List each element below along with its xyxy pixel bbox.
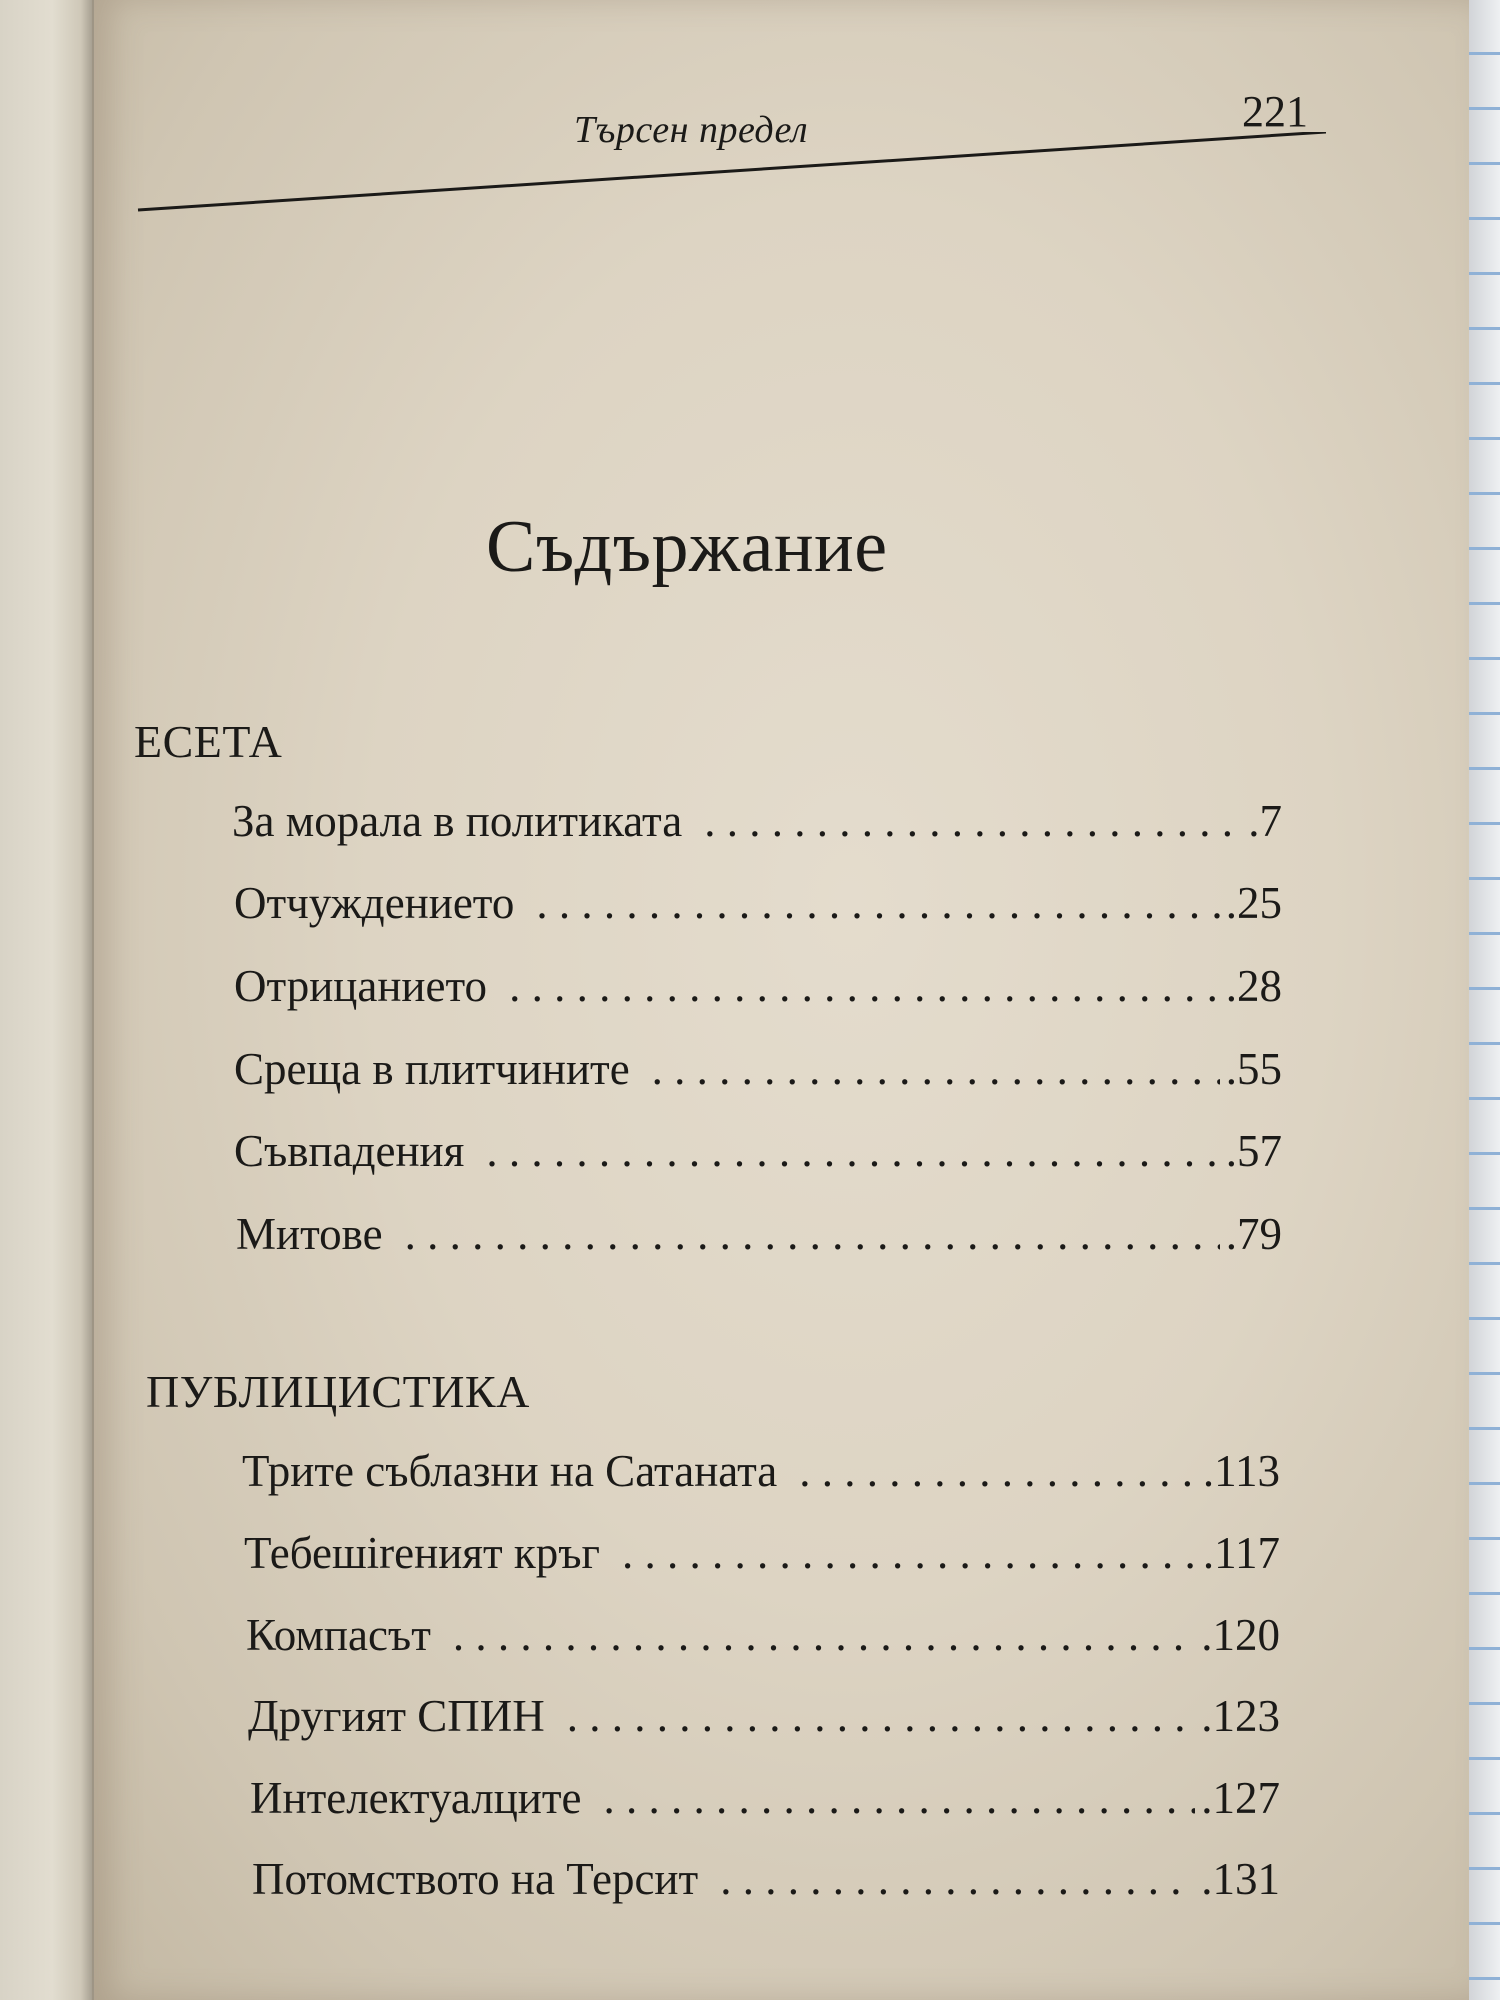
toc-entry[interactable] [248, 1690, 1280, 1750]
entry-title: Среща в плитчините [234, 1044, 630, 1094]
entry-page: .28 [1225, 961, 1282, 1011]
dot-leader [799, 1445, 1197, 1497]
header-rule [136, 132, 1326, 212]
toc-entry[interactable] [232, 795, 1282, 855]
section-heading-publicistics: ПУБЛИЦИСТИКА [146, 1366, 530, 1417]
dot-leader [622, 1527, 1197, 1579]
entry-page: .25 [1225, 878, 1282, 928]
section-heading-esseys: ЕСЕТА [134, 716, 283, 767]
entry-page: .57 [1225, 1126, 1282, 1176]
toc-entry[interactable] [234, 1043, 1282, 1103]
toc-entry[interactable] [234, 877, 1282, 937]
entry-title: За морала в политиката [232, 796, 683, 846]
dot-leader [509, 960, 1220, 1012]
entry-title: Компасът [246, 1610, 431, 1660]
entry-title: Съвпадения [234, 1126, 465, 1176]
dot-leader [720, 1853, 1195, 1905]
toc-entry[interactable] [244, 1527, 1280, 1587]
toc-entry[interactable] [252, 1853, 1280, 1913]
entry-page: .79 [1225, 1209, 1282, 1259]
entry-page: .127 [1201, 1773, 1280, 1823]
entry-page: .117 [1202, 1528, 1280, 1578]
dot-leader [567, 1690, 1195, 1742]
toc-entry[interactable] [242, 1445, 1280, 1505]
entry-title: Потомството на Терсит [252, 1854, 699, 1904]
toc-entry[interactable] [236, 1208, 1282, 1268]
dot-leader [704, 795, 1242, 847]
entry-title: Отрицанието [234, 961, 488, 1011]
entry-title: Интелектуалците [250, 1773, 582, 1823]
entry-title: Трите съблазни на Сатаната [242, 1446, 778, 1496]
entry-page: .131 [1201, 1854, 1280, 1904]
entry-title: Другият СПИН [248, 1691, 545, 1741]
dot-leader [536, 877, 1219, 929]
toc-title: Съдържание [486, 506, 888, 588]
book-page [92, 0, 1469, 2000]
entry-title: Отчуждението [234, 878, 515, 928]
page-number: 221 [1242, 87, 1308, 136]
entry-page: .120 [1201, 1610, 1280, 1660]
dot-leader [453, 1609, 1195, 1661]
entry-title: Тебешireният кръг [244, 1528, 601, 1578]
toc-entry[interactable] [234, 960, 1282, 1020]
toc-entry[interactable] [234, 1125, 1282, 1185]
dot-leader [486, 1125, 1219, 1177]
dot-leader [652, 1043, 1220, 1095]
toc-entry[interactable] [250, 1772, 1280, 1832]
entry-page: .55 [1225, 1044, 1282, 1094]
running-header-title: Търсен предел [574, 109, 809, 151]
entry-page: .7 [1248, 796, 1282, 846]
entry-title: Митове [236, 1209, 383, 1259]
dot-leader [604, 1772, 1196, 1824]
entry-page: .123 [1201, 1691, 1280, 1741]
dot-leader [405, 1208, 1220, 1260]
entry-page: .113 [1202, 1446, 1280, 1496]
toc-entry[interactable] [246, 1609, 1280, 1669]
previous-page-edge [0, 0, 95, 2000]
